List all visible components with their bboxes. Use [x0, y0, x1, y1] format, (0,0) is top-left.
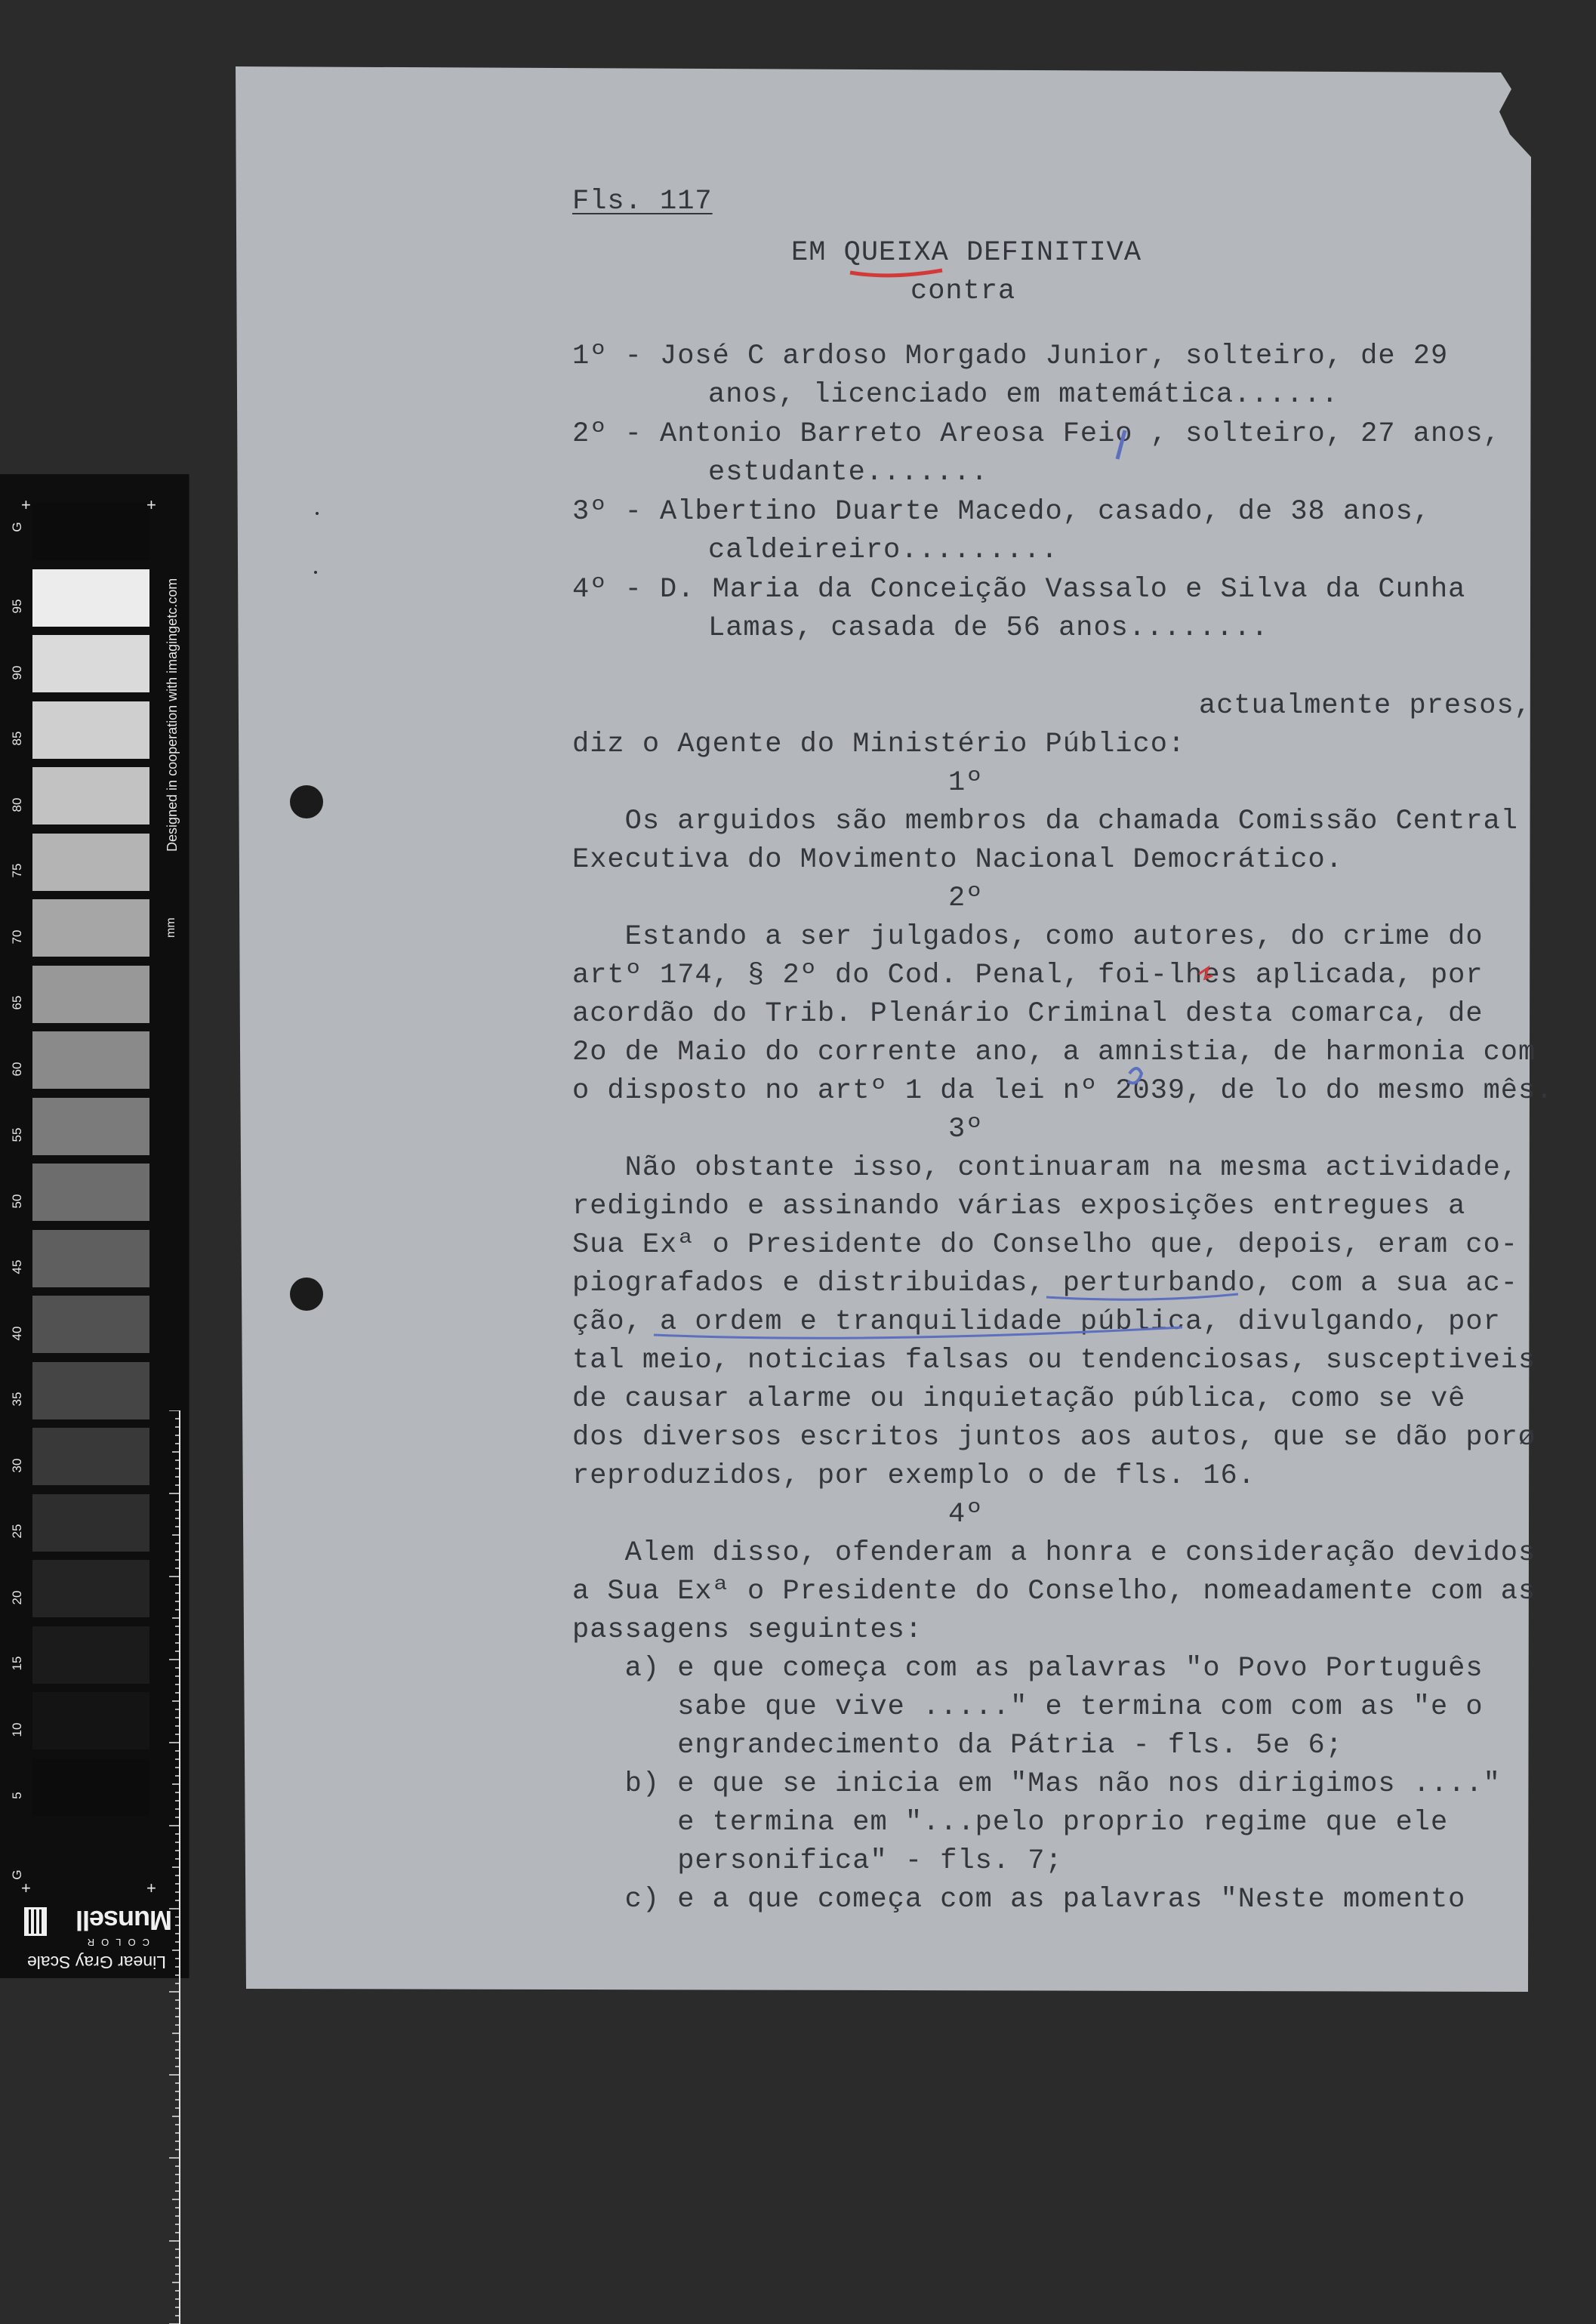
scale-bottom-label: G [10, 1869, 24, 1880]
paragraph-line: reproduzidos, por exemplo o de fls. 16. [572, 1460, 1256, 1492]
paragraph-line: Estando a ser julgados, como autores, do crime do [572, 921, 1484, 953]
ruler-unit: mm [165, 917, 177, 938]
scale-tick-label: 15 [10, 1656, 24, 1671]
blue-tick-mark [1117, 430, 1125, 459]
defendant-line: 2º - Antonio Barreto Areosa Feio , solteiro, 27 anos, [572, 418, 1501, 450]
paragraph-line: Não obstante isso, continuaram na mesma actividade, [572, 1152, 1518, 1184]
munsell-brand: Munsell [75, 1905, 172, 1936]
paragraph-line: tal meio, noticias falsas ou tendenciosas, susceptiveis [572, 1345, 1536, 1376]
scale-tick-label: 90 [10, 665, 24, 680]
defendant-line: anos, licenciado em matemática...... [708, 379, 1339, 411]
scale-tick-label: 45 [10, 1259, 24, 1275]
paragraph-line: 2o de Maio do corrente ano, a amnistia, de harmonia com [572, 1037, 1536, 1068]
paragraph-line: a Sua Exª o Presidente do Conselho, nomeadamente com as [572, 1576, 1536, 1607]
scale-tick-label: 40 [10, 1326, 24, 1340]
intro-line: diz o Agente do Ministério Público: [572, 729, 1186, 760]
blue-underline-perturbando [1046, 1294, 1238, 1299]
red-underline [850, 270, 942, 276]
scale-tick-label: 95 [10, 599, 24, 614]
registration-mark: + [21, 495, 31, 514]
scale-name: Linear Gray Scale [26, 1953, 166, 1972]
document-subtitle: contra [910, 276, 1016, 307]
paragraph-line: redigindo e assinando várias exposições entregues a [572, 1191, 1466, 1222]
scale-tick-label: 10 [10, 1722, 24, 1737]
red-correction-mark [1199, 968, 1212, 979]
paragraph-line: piografados e distribuidas, perturbando, com a sua ac- [572, 1268, 1518, 1299]
scale-tick-label: 70 [10, 929, 24, 944]
registration-mark: + [146, 1879, 156, 1897]
scale-tick-label: 5 [10, 1792, 24, 1799]
paragraph-line: sabe que vive ....." e termina com com as "e o [572, 1691, 1484, 1723]
paragraph-line: Os arguidos são membros da chamada Comissão Central [572, 806, 1518, 837]
paragraph-line: a) e que começa com as palavras "o Povo Português [572, 1653, 1484, 1684]
scale-tick-label: 65 [10, 995, 24, 1010]
defendant-line: 3º - Albertino Duarte Macedo, casado, de 38 anos, [572, 496, 1431, 528]
scale-tick-label: 25 [10, 1524, 24, 1539]
blue-underline-ordem [654, 1327, 1182, 1338]
paragraph-line: Sua Exª o Presidente do Conselho que, depois, eram co- [572, 1229, 1518, 1261]
section-number: 4º [948, 1499, 984, 1530]
status-line: actualmente presos, [1199, 690, 1532, 722]
scale-top-label: G [10, 522, 24, 532]
scale-tick-label: 85 [10, 731, 24, 746]
paragraph-line: engrandecimento da Pátria - fls. 5e 6; [572, 1730, 1343, 1761]
defendant-line: caldeireiro......... [708, 535, 1059, 566]
defendant-line: estudante....... [708, 457, 989, 489]
paragraph-line: passagens seguintes: [572, 1614, 923, 1646]
defendant-line: 4º - D. Maria da Conceição Vassalo e Silva da Cunha [572, 574, 1466, 606]
paragraph-line: o disposto no artº 1 da lei nº 2039, de lo do mesmo mês. [572, 1075, 1554, 1107]
scale-tick-label: 80 [10, 797, 24, 812]
section-number: 1º [948, 767, 984, 799]
paragraph-line: dos diversos escritos juntos aos autos, que se dão porø [572, 1422, 1536, 1453]
scale-tick-label: 75 [10, 863, 24, 878]
paragraph-line: Alem disso, ofenderam a honra e consideração devidos [572, 1537, 1536, 1569]
document-title: EM QUEIXA DEFINITIVA [791, 237, 1142, 269]
paragraph-line: c) e a que começa com as palavras "Neste momento [572, 1884, 1466, 1916]
scale-tick-label: 35 [10, 1392, 24, 1407]
defendant-line: 1º - José C ardoso Morgado Junior, solteiro, de 29 [572, 341, 1449, 372]
paragraph-line: acordão do Trib. Plenário Criminal desta comarca, de [572, 998, 1484, 1030]
paragraph-line: de causar alarme ou inquietação pública, como se vê [572, 1383, 1466, 1415]
scale-tick-label: 30 [10, 1458, 24, 1472]
section-number: 3º [948, 1114, 984, 1145]
section-number: 2º [948, 883, 984, 914]
folio-number: Fls. 117 [572, 186, 713, 217]
paragraph-line: b) e que se inicia em "Mas não nos dirigimos ...." [572, 1768, 1501, 1800]
scale-tick-label: 55 [10, 1127, 24, 1142]
paragraph-line: personifica" - fls. 7; [572, 1845, 1063, 1877]
card-credit: Designed in cooperation with imagingetc.com [165, 578, 180, 852]
paragraph-line: e termina em "...pelo proprio regime que ele [572, 1807, 1449, 1839]
defendant-line: Lamas, casada de 56 anos........ [708, 612, 1269, 644]
scale-tick-label: 60 [10, 1062, 24, 1076]
munsell-brand-sub: COLOR [80, 1937, 149, 1948]
paragraph-line: artº 174, § 2º do Cod. Penal, foi-lhes aplicada, por [572, 960, 1484, 991]
blue-correction-mark [1128, 1068, 1142, 1083]
paragraph-line: ção, a ordem e tranquilidade pública, divulgando, por [572, 1306, 1501, 1338]
scale-tick-label: 50 [10, 1194, 24, 1208]
registration-mark: + [21, 1879, 31, 1897]
paragraph-line: Executiva do Movimento Nacional Democrático. [572, 844, 1343, 876]
scale-tick-label: 20 [10, 1590, 24, 1604]
registration-mark: + [146, 495, 156, 514]
